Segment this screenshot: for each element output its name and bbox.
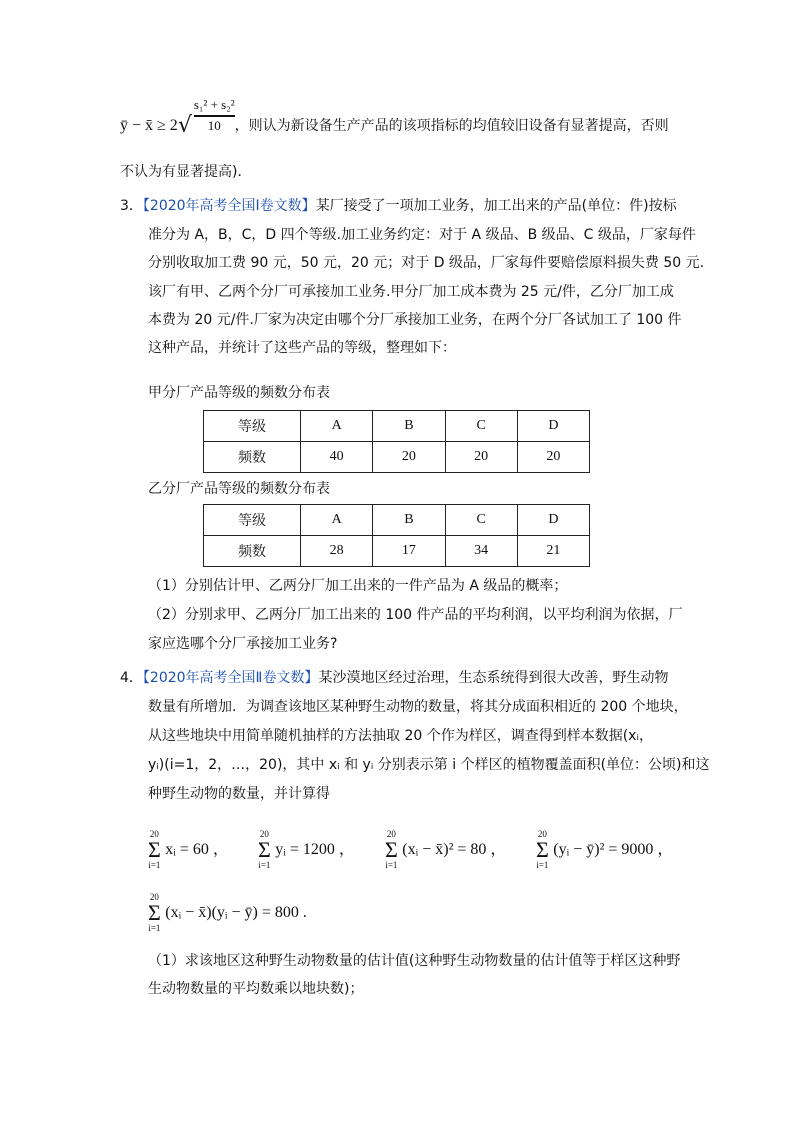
table-cell: D: [517, 411, 589, 442]
sigma-icon: 20 Σ i=1: [148, 892, 161, 933]
table-cell: 40: [301, 442, 373, 473]
table-cell: 20: [445, 442, 517, 473]
sum-upper: 20: [149, 829, 159, 839]
sum-upper: 20: [149, 892, 159, 902]
table-cell: B: [373, 411, 445, 442]
sigma-icon: 20 Σ i=1: [385, 829, 398, 870]
text-line: 某沙漠地区经过治理，生态系统得到很大改善，野生动物: [318, 670, 669, 686]
sub-question: 家应选哪个分厂承接加工业务?: [148, 636, 338, 652]
table-cell: 17: [373, 536, 445, 567]
question-number: 4．: [120, 670, 143, 686]
table-row: [204, 505, 590, 536]
text-line: 从这些地块中用简单随机抽样的方法抽取 20 个作为样区，调查得到样本数据(xᵢ，: [148, 728, 653, 744]
sum-expr: (yᵢ − ȳ)² = 9000 ，: [553, 841, 674, 858]
sum-formula: [148, 830, 229, 870]
text-line: 这种产品，并统计了这些产品的等级，整理如下：: [148, 340, 456, 356]
table-cell: C: [445, 505, 517, 536]
table-cell: C: [445, 411, 517, 442]
sum-expr: yᵢ = 1200 ，: [275, 841, 355, 858]
table-cell: D: [517, 505, 589, 536]
sum-formula: [536, 830, 673, 870]
table-cell: 20: [373, 442, 445, 473]
sqrt-fraction: [193, 97, 235, 136]
table-cell: 21: [517, 536, 589, 567]
table-title: 乙分厂产品等级的频数分布表: [148, 481, 330, 497]
sub-question: （2）分别求甲、乙两分厂加工出来的 100 件产品的平均利润，以平均利润为依据，厂: [148, 607, 683, 623]
sum-lower: i=1: [148, 860, 161, 870]
table-row: [204, 442, 590, 473]
sum-upper: 20: [537, 829, 547, 839]
text-line: 数量有所增加．为调查该地区某种野生动物的数量，将其分成面积相近的 200 个地块，: [148, 699, 688, 715]
sum-expr: xᵢ = 60 ，: [165, 841, 229, 858]
sub-question: （1）求该地区这种野生动物数量的估计值(这种野生动物数量的估计值等于样区这种野: [148, 953, 681, 969]
question-3-header: [120, 196, 677, 216]
frac-den: 10: [207, 118, 221, 133]
sigma-icon: 20 Σ i=1: [148, 829, 161, 870]
sigma-icon: 20 Σ i=1: [258, 829, 271, 870]
table-title: 甲分厂产品等级的频数分布表: [148, 385, 330, 401]
table-cell: 频数: [204, 442, 301, 473]
table-cell: 28: [301, 536, 373, 567]
sum-formula: [148, 893, 307, 933]
formula-lhs: ȳ − x̄ ≥ 2: [120, 117, 178, 134]
sub-question: （1）分别估计甲、乙两分厂加工出来的一件产品为 A 级品的概率；: [148, 578, 568, 594]
text-line: ，则认为新设备生产产品的该项指标的均值较旧设备有显著提高，否则: [234, 118, 669, 134]
source-tag: 【2020年高考全国Ⅰ卷文数】: [142, 198, 316, 214]
table-cell: 等级: [204, 411, 301, 442]
sum-lower: i=1: [258, 860, 271, 870]
sub-question: 生动物数量的平均数乘以地块数)；: [148, 981, 364, 997]
sum-expr: (xᵢ − x̄)(yᵢ − ȳ) = 800 .: [165, 904, 307, 921]
frequency-table-jia: [203, 410, 590, 473]
table-cell: A: [301, 411, 373, 442]
text-line: 准分为 A，B，C，D 四个等级.加工业务约定：对于 A 级品、B 级品、C 级品，厂家每件: [148, 227, 696, 243]
text-line: 该厂有甲、乙两个分厂可承接加工业务.甲分厂加工成本费为 25 元/件，乙分厂加工成: [148, 284, 674, 300]
sum-upper: 20: [386, 829, 396, 839]
question-4-header: [120, 668, 668, 688]
source-tag: 【2020年高考全国Ⅱ卷文数】: [142, 670, 319, 686]
table-cell: 20: [517, 442, 589, 473]
table-row: [204, 411, 590, 442]
text-line: 本费为 20 元/件.厂家为决定由哪个分厂承接加工业务，在两个分厂各试加工了 100 件: [148, 312, 682, 328]
table-cell: 34: [445, 536, 517, 567]
text-line: yᵢ)(i=1，2，…，20)，其中 xᵢ 和 yᵢ 分别表示第 i 个样区的植物覆盖面积(单位：公顷)和这: [148, 757, 710, 773]
text-line: 某厂接受了一项加工业务，加工出来的产品(单位：件)按标: [315, 198, 677, 214]
sum-lower: i=1: [385, 860, 398, 870]
sum-lower: i=1: [536, 860, 549, 870]
sum-upper: 20: [259, 829, 269, 839]
table-cell: 等级: [204, 505, 301, 536]
frac-num: s₁² + s₂²: [194, 95, 235, 116]
table-cell: B: [373, 505, 445, 536]
sum-formula: [258, 830, 355, 870]
table-cell: 频数: [204, 536, 301, 567]
text-line: 不认为有显著提高)．: [120, 164, 252, 180]
formula-line: ȳ − x̄ ≥ 2√ $\frac{\text{s₁² + s₂²}}{10}$ ，则认为新设备生产产品的该项指标的均值较旧设备有显著提高，否则: [120, 97, 669, 138]
text-line: 分别收取加工费 90 元，50 元，20 元；对于 D 级品，厂家每件要赔偿原料损失费 50 元.: [148, 255, 705, 271]
sum-expr: (xᵢ − x̄)² = 80 ，: [402, 841, 507, 858]
sigma-icon: 20 Σ i=1: [536, 829, 549, 870]
table-row: [204, 536, 590, 567]
sum-formula: [385, 830, 506, 870]
frequency-table-yi: [203, 504, 590, 567]
text-line: 种野生动物的数量，并计算得: [148, 786, 330, 802]
question-number: 3．: [120, 198, 143, 214]
sum-lower: i=1: [148, 923, 161, 933]
table-cell: A: [301, 505, 373, 536]
